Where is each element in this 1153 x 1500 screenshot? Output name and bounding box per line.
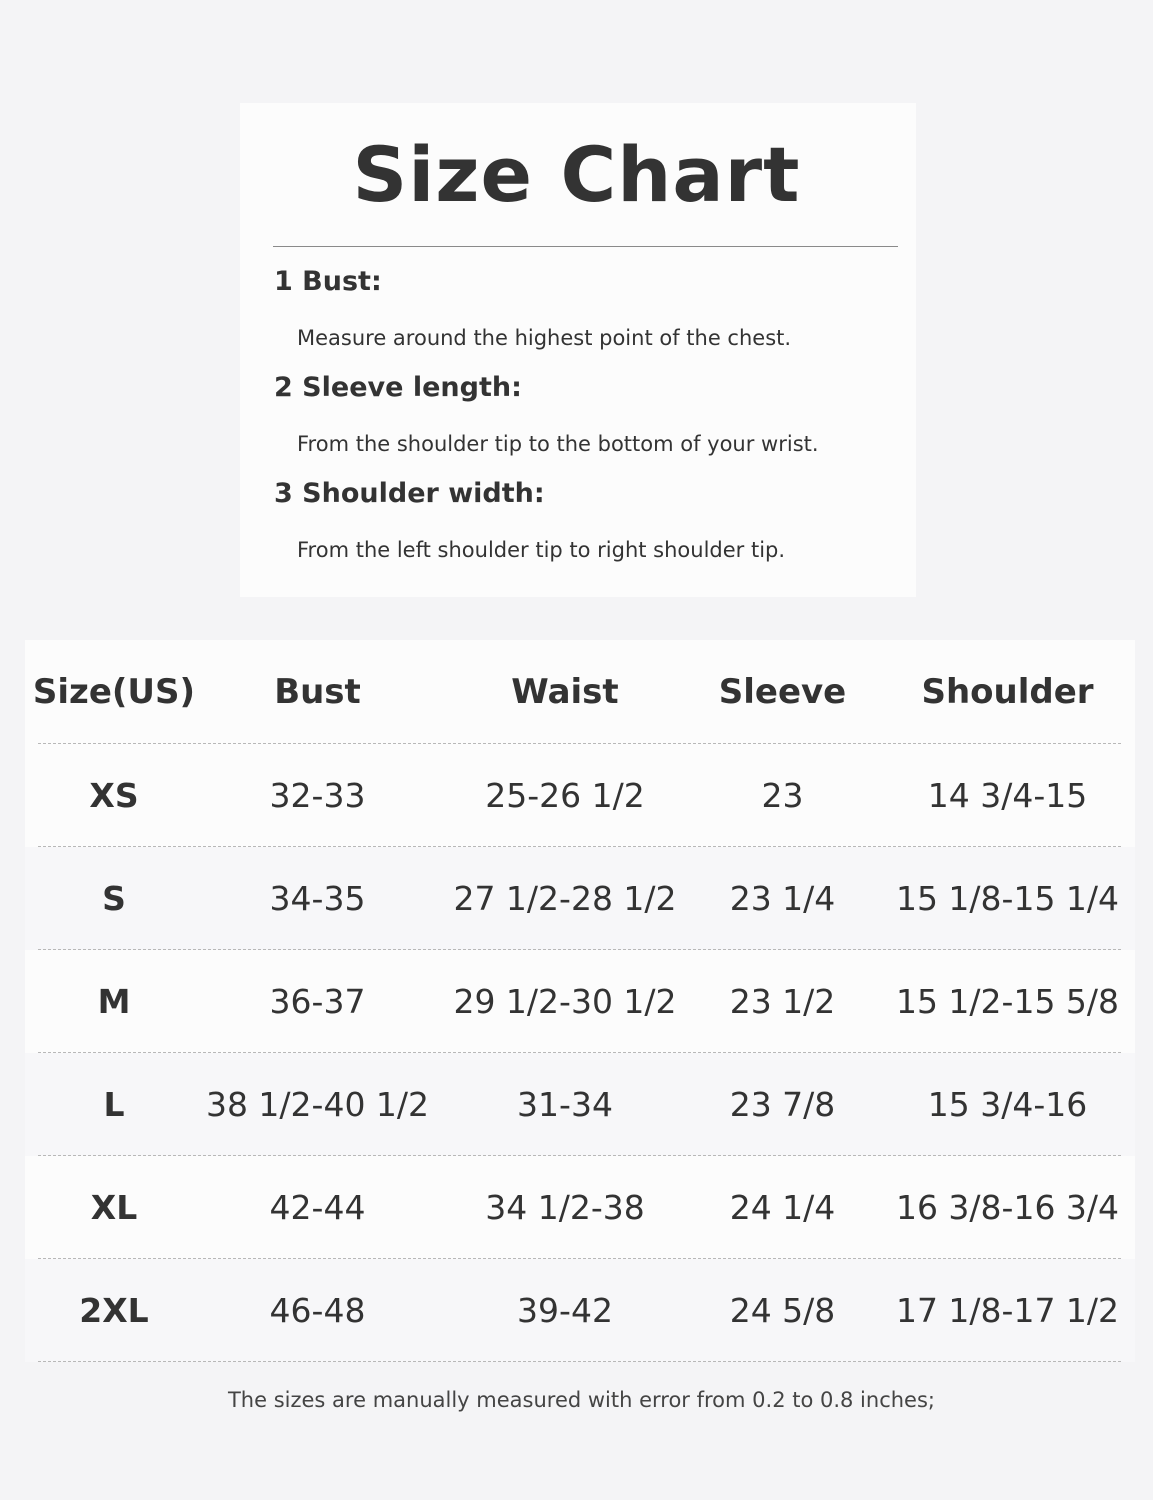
cell-bust: 46-48 (269, 1291, 366, 1330)
title-divider (273, 246, 898, 247)
table-row (25, 847, 1135, 950)
cell-size: S (102, 879, 126, 918)
cell-size: XS (89, 776, 139, 815)
cell-shoulder: 17 1/8-17 1/2 (895, 1291, 1120, 1330)
table-header-row (25, 640, 1135, 743)
measurement-heading-shoulder: 3 Shoulder width: (274, 478, 545, 509)
cell-bust: 34-35 (269, 879, 366, 918)
cell-bust: 42-44 (269, 1188, 366, 1227)
footnote: The sizes are manually measured with error from 0.2 to 0.8 inches; (227, 1388, 935, 1412)
cell-size: M (97, 982, 131, 1021)
column-header-size: Size(US) (32, 671, 196, 712)
cell-bust: 36-37 (269, 982, 366, 1021)
measurement-heading-bust: 1 Bust: (274, 266, 382, 297)
column-header-bust: Bust (274, 671, 361, 712)
table-row (25, 744, 1135, 847)
cell-size: L (103, 1085, 125, 1124)
table-row (25, 950, 1135, 1053)
measurement-description-shoulder: From the left shoulder tip to right shoulder tip. (297, 538, 786, 562)
cell-sleeve: 23 (761, 776, 804, 815)
table-row (25, 1053, 1135, 1156)
cell-sleeve: 23 7/8 (729, 1085, 836, 1124)
cell-waist: 29 1/2-30 1/2 (453, 982, 677, 1021)
cell-size: XL (90, 1188, 138, 1227)
table-row (25, 1259, 1135, 1362)
cell-sleeve: 23 1/4 (729, 879, 836, 918)
table-row (25, 1156, 1135, 1259)
cell-waist: 27 1/2-28 1/2 (453, 879, 677, 918)
cell-shoulder: 15 3/4-16 (927, 1085, 1088, 1124)
measurement-heading-sleeve: 2 Sleeve length: (274, 372, 522, 403)
cell-waist: 31-34 (517, 1085, 613, 1124)
cell-shoulder: 16 3/8-16 3/4 (895, 1188, 1120, 1227)
measurement-description-sleeve: From the shoulder tip to the bottom of your wrist. (297, 432, 819, 456)
cell-size: 2XL (79, 1291, 149, 1330)
cell-bust: 32-33 (269, 776, 366, 815)
cell-shoulder: 15 1/2-15 5/8 (895, 982, 1120, 1021)
cell-shoulder: 15 1/8-15 1/4 (895, 879, 1120, 918)
cell-sleeve: 24 1/4 (729, 1188, 836, 1227)
column-header-waist: Waist (511, 671, 619, 712)
row-divider (38, 1361, 1121, 1362)
cell-waist: 34 1/2-38 (485, 1188, 645, 1227)
cell-sleeve: 23 1/2 (729, 982, 836, 1021)
cell-shoulder: 14 3/4-15 (927, 776, 1088, 815)
cell-waist: 39-42 (517, 1291, 613, 1330)
measurement-description-bust: Measure around the highest point of the chest. (297, 326, 792, 350)
cell-bust: 38 1/2-40 1/2 (205, 1085, 430, 1124)
column-header-shoulder: Shoulder (921, 671, 1094, 712)
column-header-sleeve: Sleeve (718, 671, 847, 712)
page-title: Size Chart (352, 130, 801, 219)
cell-waist: 25-26 1/2 (485, 776, 645, 815)
cell-sleeve: 24 5/8 (729, 1291, 836, 1330)
